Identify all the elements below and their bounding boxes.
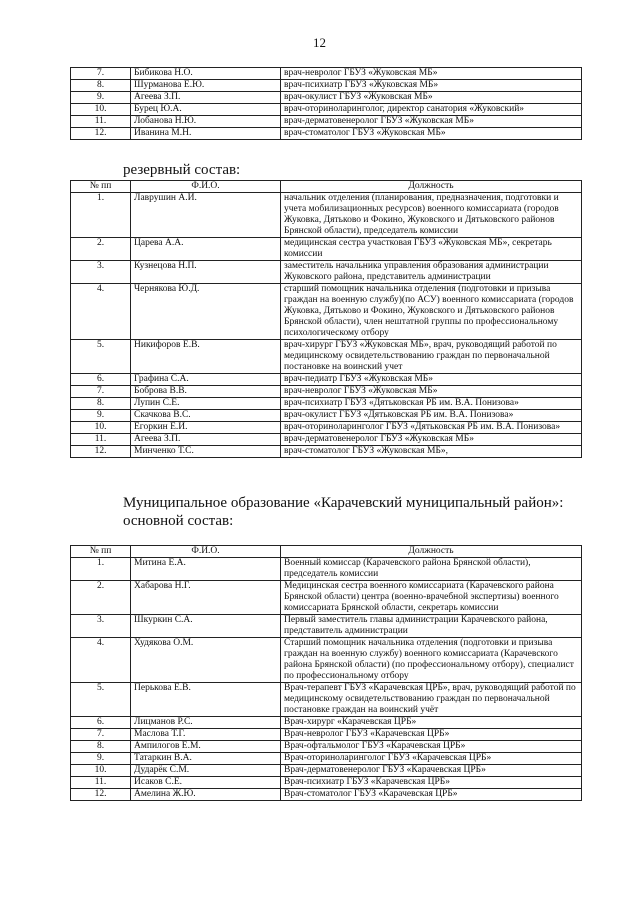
row-name: Графина С.А. — [131, 374, 281, 386]
page-number: 12 — [313, 35, 326, 50]
row-name: Скачкова В.С. — [131, 410, 281, 422]
header-position: Должность — [281, 181, 582, 193]
row-position: Врач-стоматолог ГБУЗ «Карачевская ЦРБ» — [281, 789, 582, 801]
row-number: 1. — [71, 558, 131, 581]
row-name: Бурец Ю.А. — [131, 104, 281, 116]
row-name: Худякова О.М. — [131, 638, 281, 683]
row-position: медицинская сестра участковая ГБУЗ «Жуковская МБ», секретарь комиссии — [281, 238, 582, 261]
row-position: врач-окулист ГБУЗ «Дятьковская РБ им. В.А. Понизова» — [281, 410, 582, 422]
table-row — [71, 261, 582, 284]
table-row — [71, 638, 582, 683]
row-number: 8. — [71, 80, 131, 92]
row-position: врач-невролог ГБУЗ «Жуковская МБ» — [281, 68, 582, 80]
table-row — [71, 398, 582, 410]
row-position: Врач-невролог ГБУЗ «Карачевская ЦРБ» — [281, 729, 582, 741]
header-num: № пп — [71, 181, 131, 193]
table-row — [71, 717, 582, 729]
row-number: 9. — [71, 92, 131, 104]
table-row — [71, 683, 582, 717]
table-row — [71, 104, 582, 116]
row-number: 10. — [71, 104, 131, 116]
row-number: 3. — [71, 261, 131, 284]
table-header-row — [71, 546, 582, 558]
table-row — [71, 741, 582, 753]
row-number: 7. — [71, 729, 131, 741]
row-name: Иванина М.Н. — [131, 128, 281, 140]
row-number: 12. — [71, 128, 131, 140]
row-name: Хабарова Н.Г. — [131, 581, 281, 615]
table-row — [71, 729, 582, 741]
row-name: Минченко Т.С. — [131, 446, 281, 458]
table-row — [71, 284, 582, 340]
row-name: Бибикова Н.О. — [131, 68, 281, 80]
row-number: 9. — [71, 753, 131, 765]
row-position: Врач-дерматовенеролог ГБУЗ «Карачевская ЦРБ» — [281, 765, 582, 777]
row-name: Боброва В.В. — [131, 386, 281, 398]
row-number: 8. — [71, 741, 131, 753]
row-name: Шурманова Е.Ю. — [131, 80, 281, 92]
row-position: врач-невролог ГБУЗ «Жуковская МБ» — [281, 386, 582, 398]
row-position: врач-дерматовенеролог ГБУЗ «Жуковская МБ» — [281, 434, 582, 446]
row-number: 7. — [71, 68, 131, 80]
row-number: 11. — [71, 777, 131, 789]
row-position: врач-педиатр ГБУЗ «Жуковская МБ» — [281, 374, 582, 386]
row-position: врач-оториноларинголог, директор санатория «Жуковский» — [281, 104, 582, 116]
row-name: Ампилогов Е.М. — [131, 741, 281, 753]
table-row — [71, 193, 582, 238]
table-row — [71, 753, 582, 765]
row-number: 1. — [71, 193, 131, 238]
header-name: Ф.И.О. — [131, 181, 281, 193]
row-number: 5. — [71, 340, 131, 374]
row-position: врач-окулист ГБУЗ «Жуковская МБ» — [281, 92, 582, 104]
row-number: 9. — [71, 410, 131, 422]
row-name: Лупин С.Е. — [131, 398, 281, 410]
row-number: 10. — [71, 765, 131, 777]
row-name: Никифоров Е.В. — [131, 340, 281, 374]
row-position: врач-стоматолог ГБУЗ «Жуковская МБ», — [281, 446, 582, 458]
row-position: Врач-терапевт ГБУЗ «Карачевская ЦРБ», врач, руководящий работой по медицинскому освидетельствованию граждан по первоначальной постановке граждан на воинский учёт — [281, 683, 582, 717]
row-name: Егоркин Е.И. — [131, 422, 281, 434]
row-number: 12. — [71, 789, 131, 801]
row-name: Перькова Е.В. — [131, 683, 281, 717]
row-number: 4. — [71, 284, 131, 340]
table-row — [71, 422, 582, 434]
table-row — [71, 92, 582, 104]
municipality-heading: Муниципальное образование «Карачевский муниципальный район»: — [123, 495, 564, 511]
row-position: Военный комиссар (Карачевского района Брянской области), председатель комиссии — [281, 558, 582, 581]
row-name: Лаврушин А.И. — [131, 193, 281, 238]
row-position: Врач-оториноларинголог ГБУЗ «Карачевская ЦРБ» — [281, 753, 582, 765]
table-row — [71, 581, 582, 615]
header-num: № пп — [71, 546, 131, 558]
row-name: Татаркин В.А. — [131, 753, 281, 765]
row-name: Митина Е.А. — [131, 558, 281, 581]
row-number: 12. — [71, 446, 131, 458]
table-row — [71, 374, 582, 386]
row-number: 10. — [71, 422, 131, 434]
row-name: Кузнецова Н.П. — [131, 261, 281, 284]
row-name: Агеева З.П. — [131, 434, 281, 446]
row-position: врач-стоматолог ГБУЗ «Жуковская МБ» — [281, 128, 582, 140]
row-number: 6. — [71, 717, 131, 729]
row-name: Амелина Ж.Ю. — [131, 789, 281, 801]
header-position: Должность — [281, 546, 582, 558]
row-number: 7. — [71, 386, 131, 398]
row-position: Врач-хирург «Карачевская ЦРБ» — [281, 717, 582, 729]
row-position: Врач-психиатр ГБУЗ «Карачевская ЦРБ» — [281, 777, 582, 789]
table-row — [71, 410, 582, 422]
table-row — [71, 386, 582, 398]
table-row — [71, 777, 582, 789]
table-row — [71, 615, 582, 638]
row-position: Старший помощник начальника отделения (подготовки и призыва граждан на военную службу) военного комиссариата (Карачевского района Брянской области) (по профессиональному отбору), специалист по профессиональному отбору — [281, 638, 582, 683]
row-number: 2. — [71, 238, 131, 261]
table-row — [71, 80, 582, 92]
row-position: врач-дерматовенеролог ГБУЗ «Жуковская МБ» — [281, 116, 582, 128]
reserve-table — [70, 180, 582, 458]
row-position: старший помощник начальника отделения (подготовки и призыва граждан на военную службу)(по АСУ) военного комиссариата (городов Жуковка, Дятьково и Фокино, Жуковского и Дятьковского районов Брянской области), член нештатной группы по профессиональному психологическому отбору — [281, 284, 582, 340]
table-row — [71, 558, 582, 581]
continuation-table — [70, 67, 582, 140]
row-name: Царева А.А. — [131, 238, 281, 261]
row-position: Врач-офтальмолог ГБУЗ «Карачевская ЦРБ» — [281, 741, 582, 753]
table-row — [71, 434, 582, 446]
row-name: Дударёк С.М. — [131, 765, 281, 777]
table-row — [71, 340, 582, 374]
row-position: заместитель начальника управления образования администрации Жуковского района, представитель администрации — [281, 261, 582, 284]
row-number: 11. — [71, 116, 131, 128]
row-position: врач-хирург ГБУЗ «Жуковская МБ», врач, руководящий работой по медицинскому освидетельствованию граждан по первоначальной постановке на воинский учет — [281, 340, 582, 374]
row-number: 11. — [71, 434, 131, 446]
row-name: Исаков С.Е. — [131, 777, 281, 789]
row-position: врач-психиатр ГБУЗ «Жуковская МБ» — [281, 80, 582, 92]
table-row — [71, 446, 582, 458]
row-number: 6. — [71, 374, 131, 386]
row-name: Лобанова Н.Ю. — [131, 116, 281, 128]
main-composition-heading: основной состав: — [123, 513, 234, 529]
row-name: Агеева З.П. — [131, 92, 281, 104]
table-row — [71, 238, 582, 261]
row-position: начальник отделения (планирования, предназначения, подготовки и учета мобилизационных ресурсов) военного комиссариата (городов Жуковка, Дятьково и Фокино, Жуковского и Дятьковского районов Брянской области), председатель комиссии — [281, 193, 582, 238]
row-name: Шкуркин С.А. — [131, 615, 281, 638]
row-number: 3. — [71, 615, 131, 638]
row-position: врач-оториноларинголог ГБУЗ «Дятьковская РБ им. В.А. Понизова» — [281, 422, 582, 434]
table-row — [71, 765, 582, 777]
row-name: Чернякова Ю.Д. — [131, 284, 281, 340]
table-header-row — [71, 181, 582, 193]
row-number: 5. — [71, 683, 131, 717]
table-row — [71, 116, 582, 128]
row-number: 8. — [71, 398, 131, 410]
table-row — [71, 68, 582, 80]
table-row — [71, 128, 582, 140]
header-name: Ф.И.О. — [131, 546, 281, 558]
row-position: Первый заместитель главы администрации Карачевского района, представитель администрации — [281, 615, 582, 638]
row-number: 2. — [71, 581, 131, 615]
row-position: Медицинская сестра военного комиссариата (Карачевского района Брянской области) центра (военно-врачебной экспертизы) военного комиссариата Брянской области, секретарь комиссии — [281, 581, 582, 615]
row-position: врач-психиатр ГБУЗ «Дятьковская РБ им. В.А. Понизова» — [281, 398, 582, 410]
table-row — [71, 789, 582, 801]
row-number: 4. — [71, 638, 131, 683]
row-name: Маслова Т.Г. — [131, 729, 281, 741]
main-table — [70, 545, 582, 801]
reserve-heading: резервный состав: — [123, 162, 241, 178]
row-name: Лицманов Р.С. — [131, 717, 281, 729]
